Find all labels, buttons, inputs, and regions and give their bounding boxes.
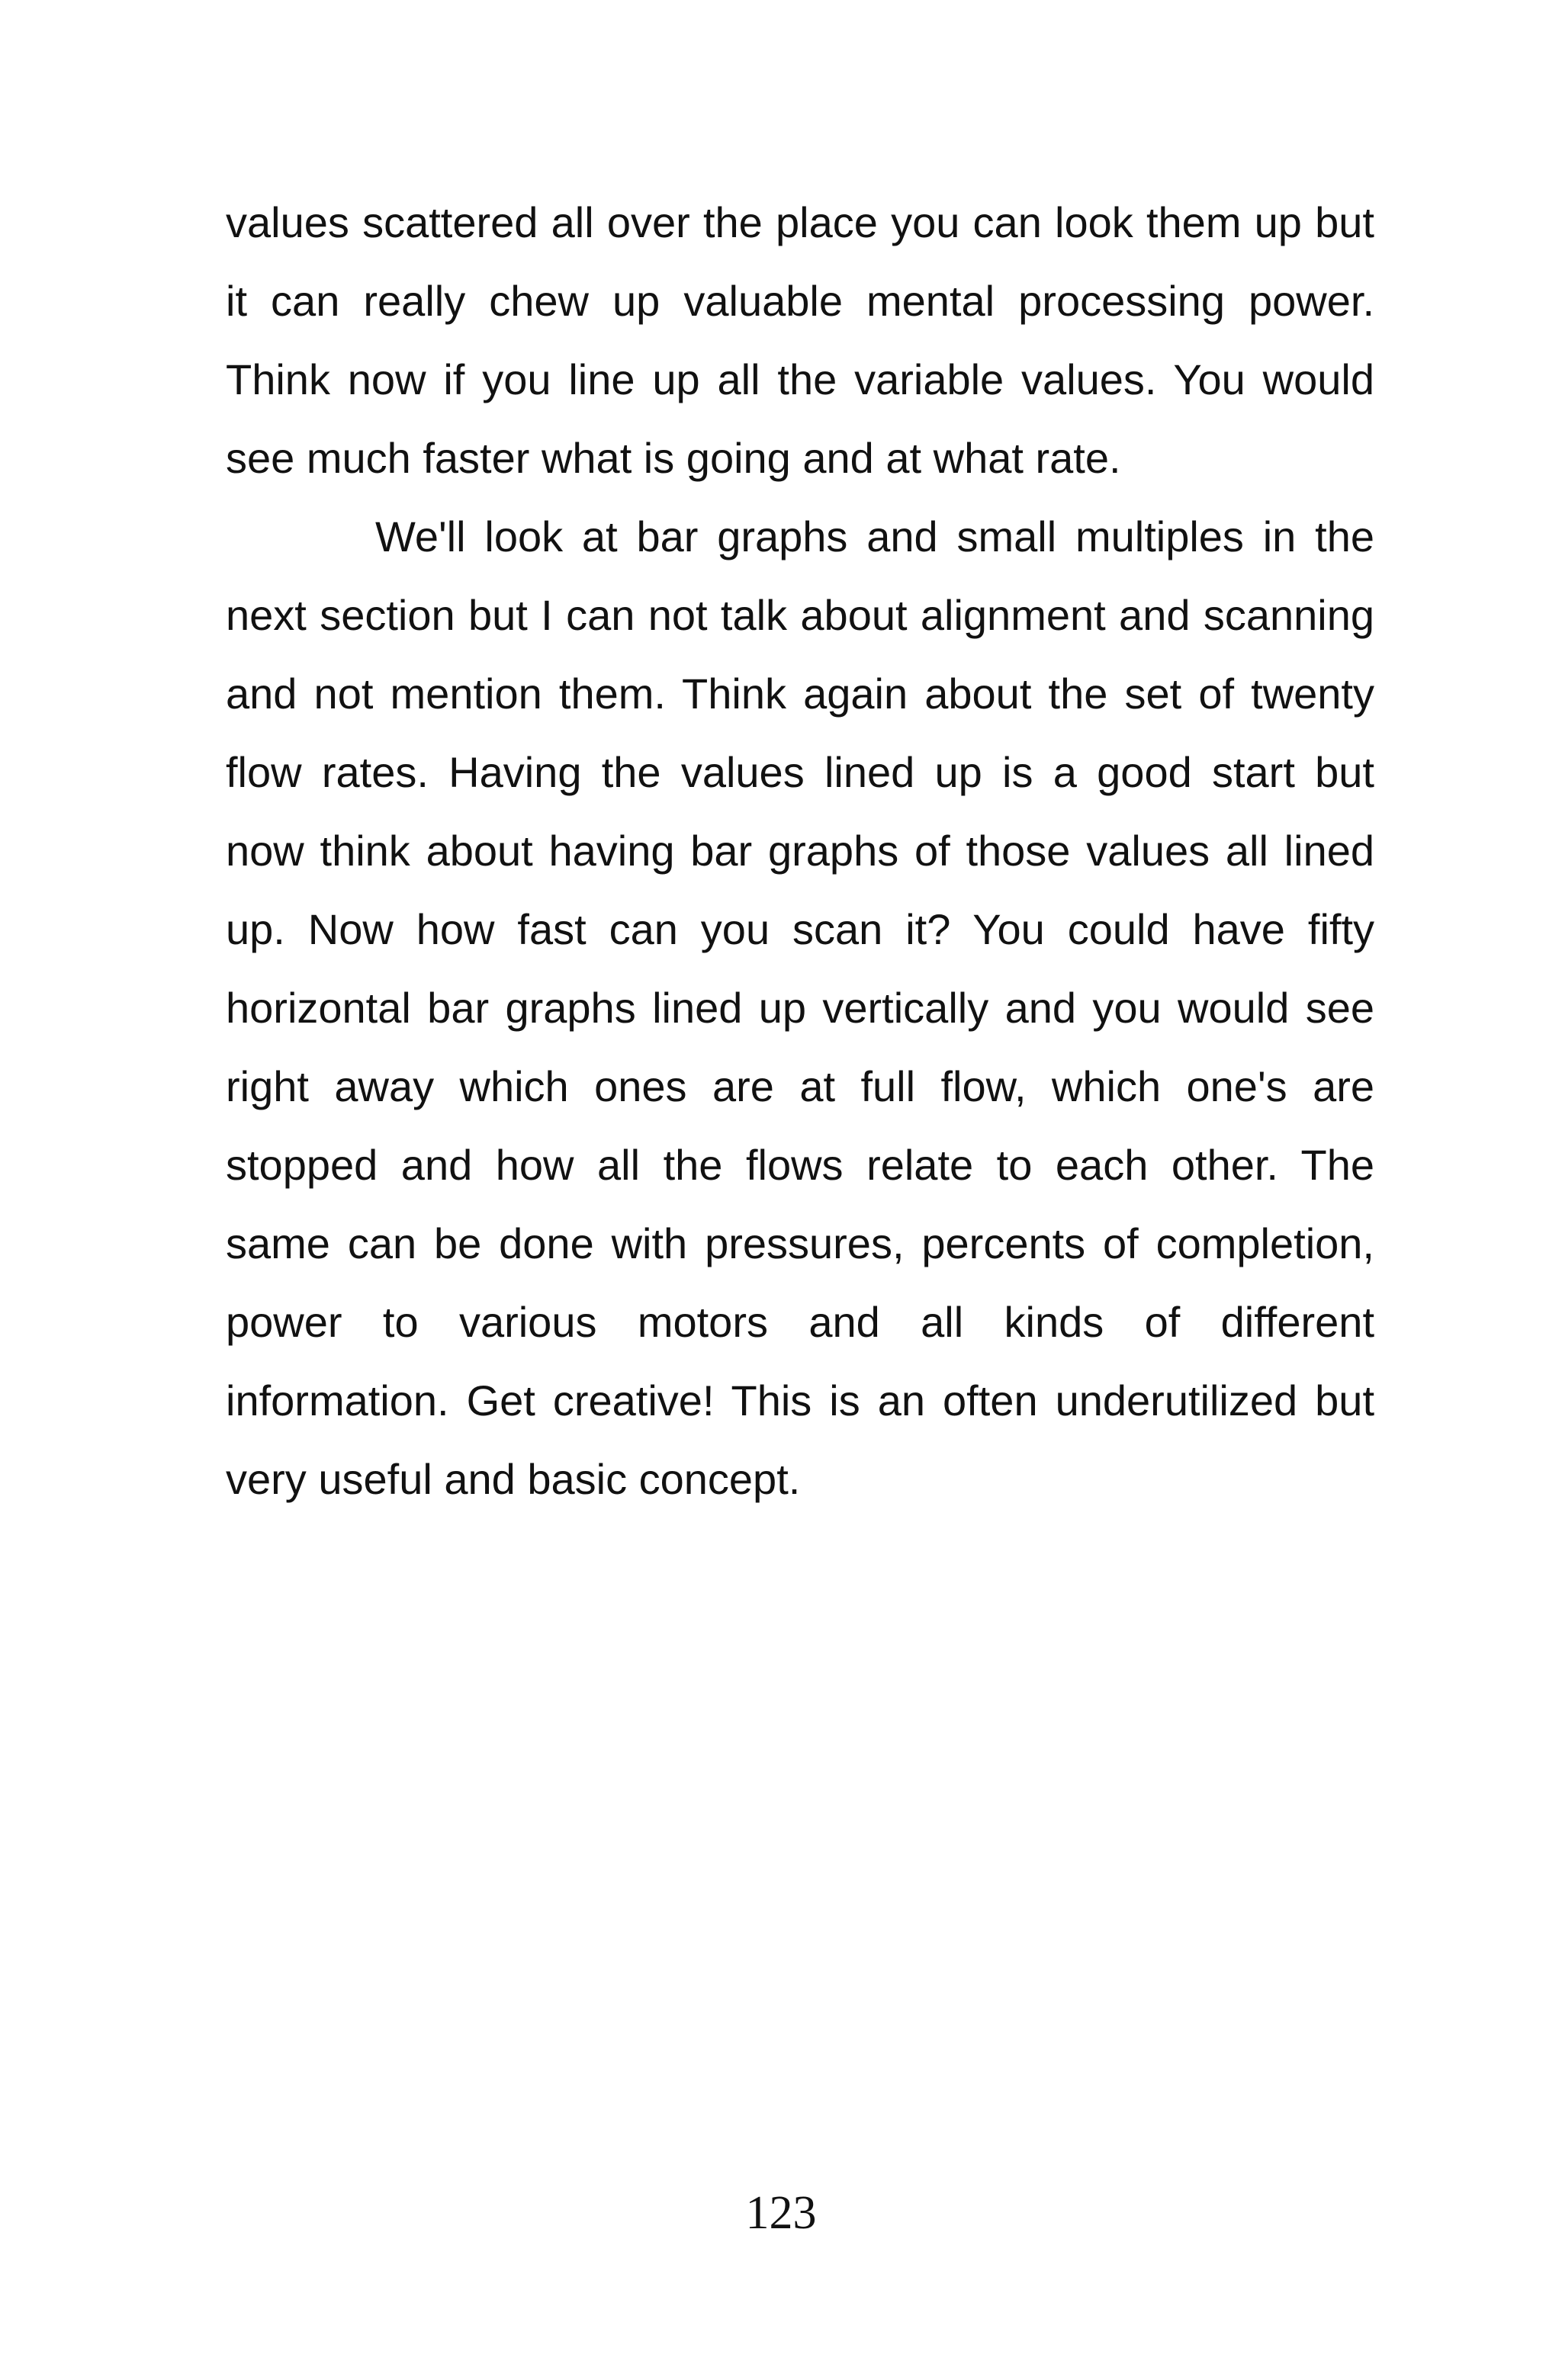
paragraph-continuation: values scattered all over the place you can look them up but it can really chew up valuable mental processing power. Think now if you line up all the variable values. You would see much faster what is going and at what rate.	[226, 198, 1374, 482]
page-number: 123	[745, 2187, 817, 2239]
paragraph-bar-graphs: We'll look at bar graphs and small multiples in the next section but I can not talk about alignment and scanning and not mention them. Think again about the set of twenty flow rates. Having the values lined up is a good start but now think about having bar graphs of those values all lined up. Now how fast can you scan it? You could have fifty horizontal bar graphs lined up vertically and you would see right away which ones are at full flow, which one's are stopped and how all the flows relate to each other. The same can be done with pressures, percents of completion, power to various motors and all kinds of different information. Get creative! This is an often underutilized but very useful and basic concept.	[226, 512, 1374, 1503]
body-text	[226, 183, 1374, 1518]
